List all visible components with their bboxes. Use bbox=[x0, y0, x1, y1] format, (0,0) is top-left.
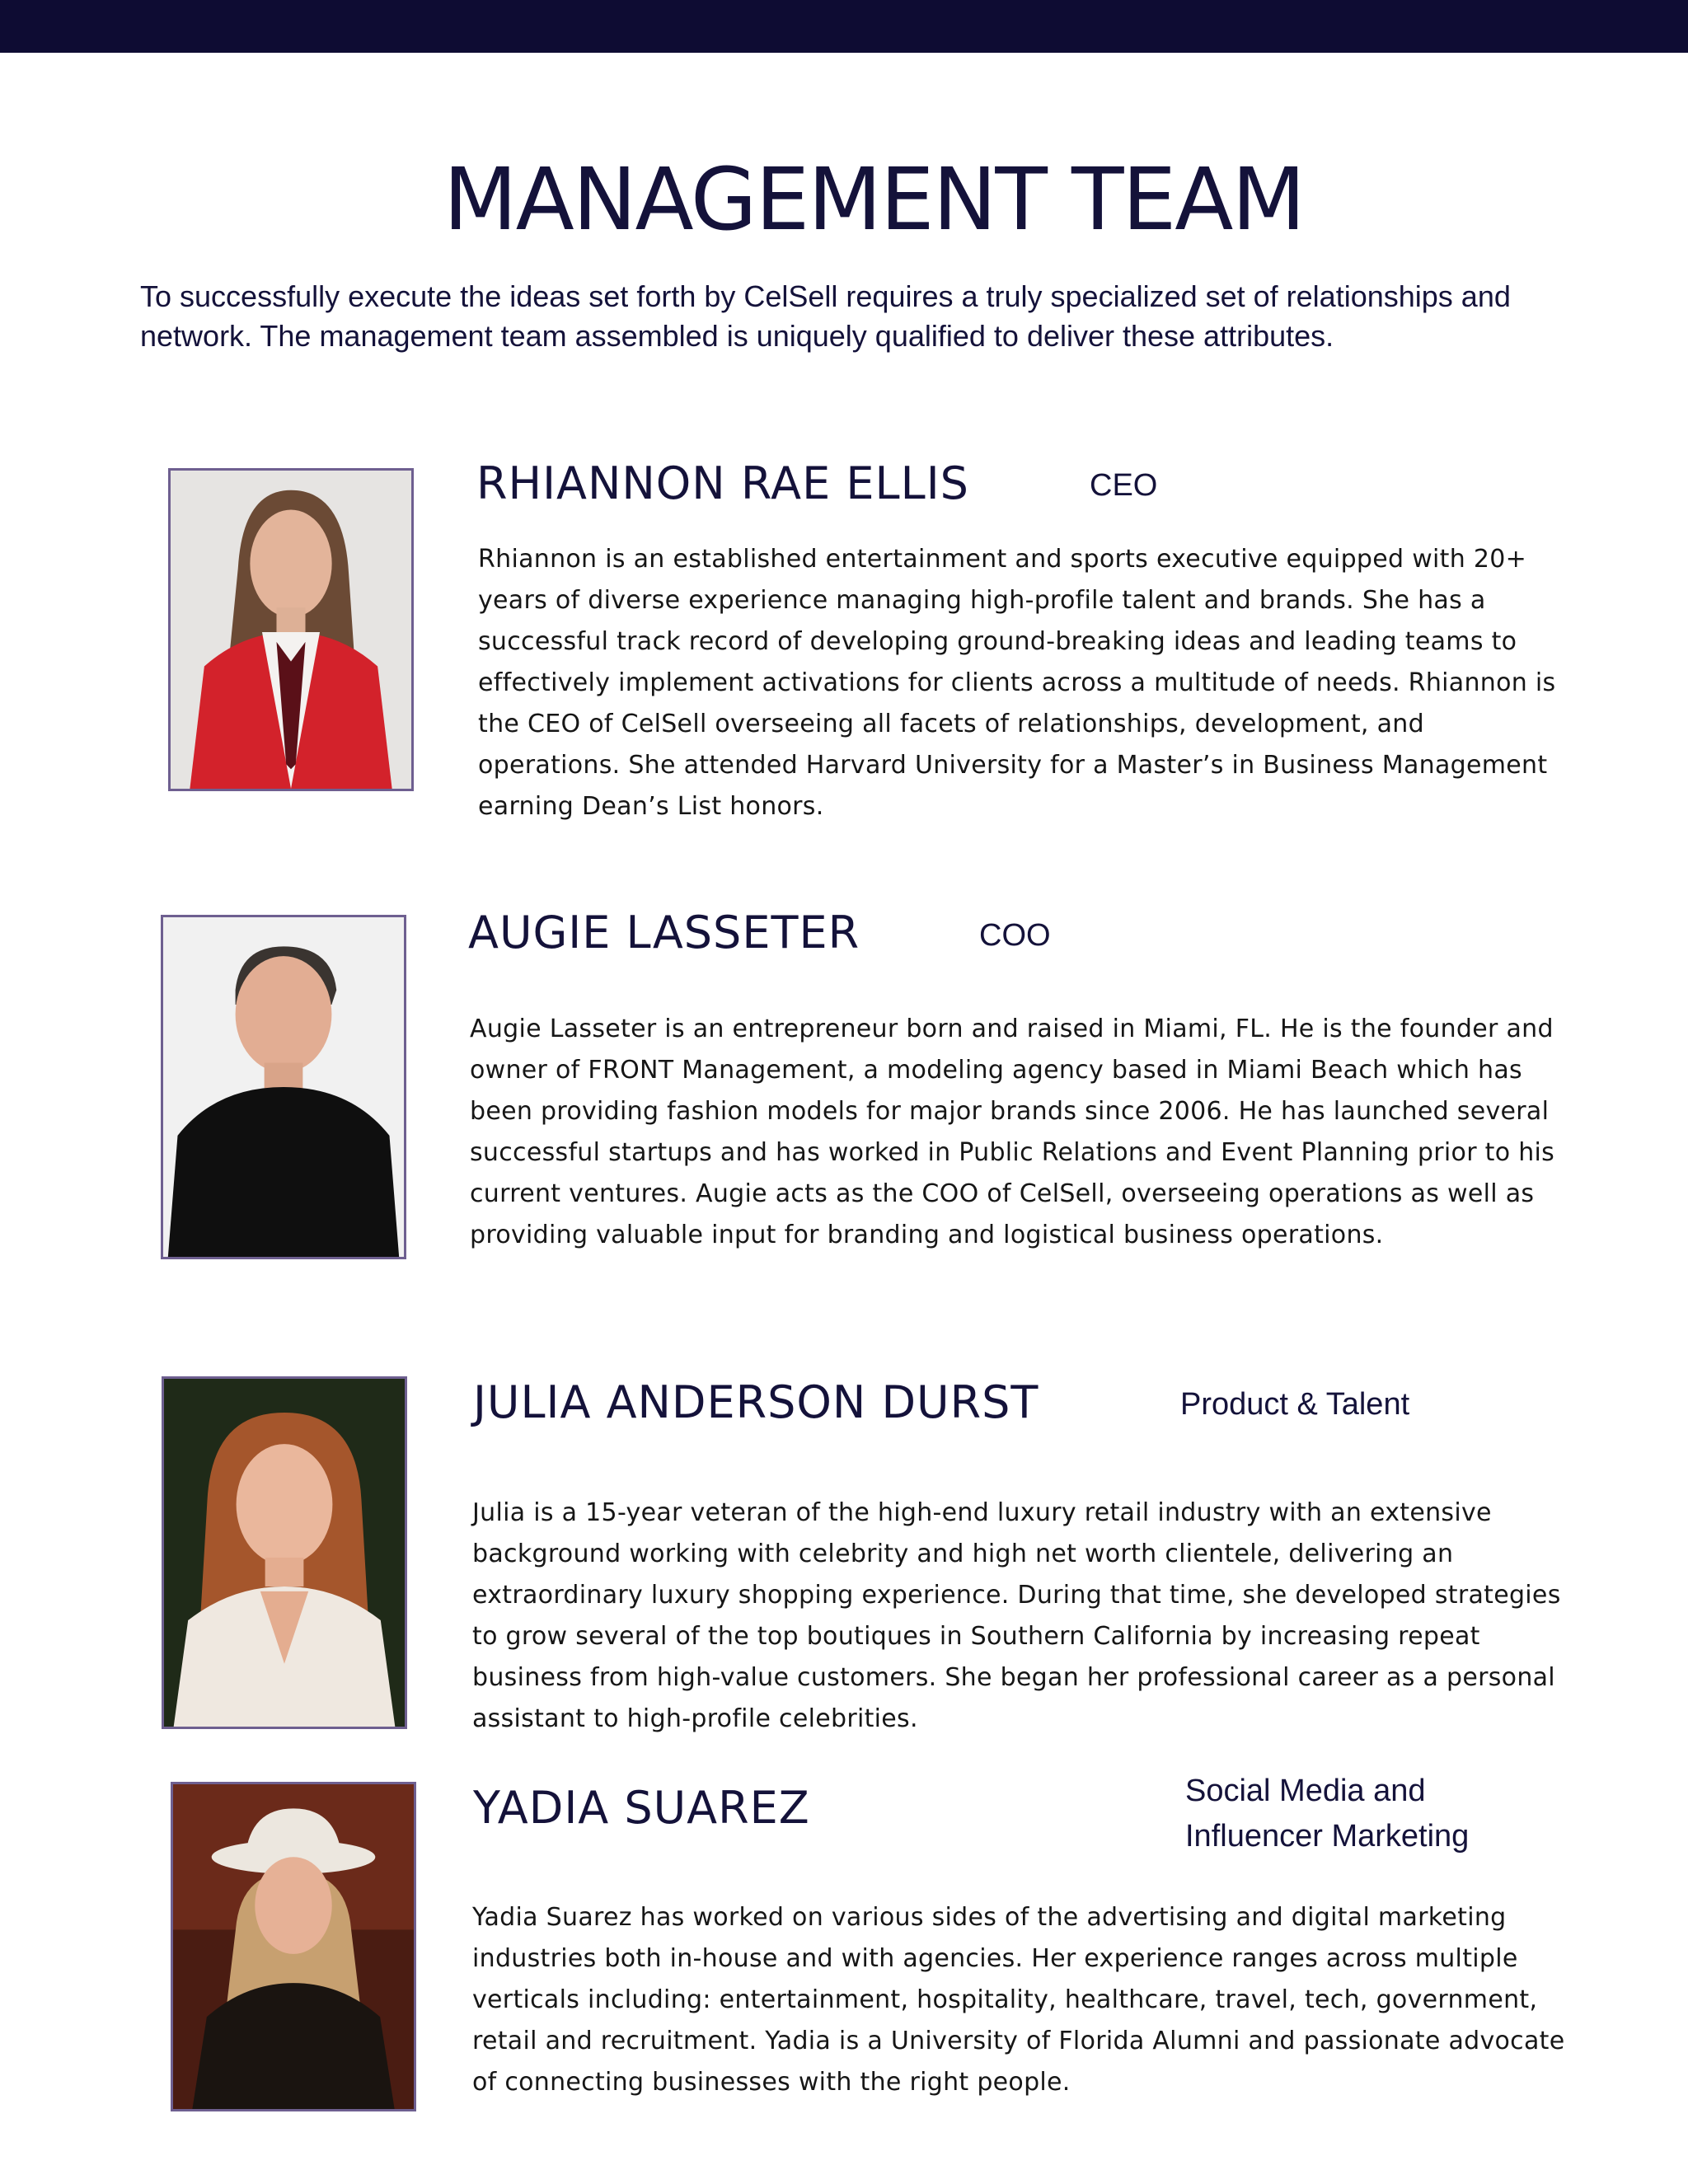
member-photo bbox=[161, 915, 406, 1259]
portrait-image bbox=[173, 1784, 414, 2109]
intro-paragraph: To successfully execute the ideas set forth by CelSell requires a truly specialized set of relationships and network. The management team assembled is uniquely qualified to deliver these attributes. bbox=[140, 279, 1511, 353]
portrait-image bbox=[171, 471, 411, 789]
member-bio: Rhiannon is an established entertainment and sports executive equipped with 20+ years of diverse experience managing high-profile talent and brands. She has a successful track record of developing ground-breaking ideas and leading teams to effectively implement activations for clients across a multitude of needs. Rhiannon is the CEO of CelSell overseeing all facets of relationships, development, and operations. She attended Harvard University for a Master’s in Business Management earning Dean’s List honors. bbox=[478, 545, 1556, 821]
top-banner-bar bbox=[0, 0, 1688, 53]
member-name: YADIA SUAREZ bbox=[473, 1782, 810, 1834]
page-title: MANAGEMENT TEAM bbox=[443, 149, 1305, 250]
portrait-image bbox=[163, 917, 404, 1257]
member-bio: Yadia Suarez has worked on various sides of the advertising and digital marketing industries both in-house and with agencies. Her experience ranges across multiple verticals including: entertainment, hospitality, healthcare, travel, tech, government, retail and recruitment. Yadia is a University of Florida Alumni and passionate advocate of connecting businesses with the right people. bbox=[472, 1903, 1565, 2097]
member-photo bbox=[168, 468, 414, 791]
member-bio: Augie Lasseter is an entrepreneur born and raised in Miami, FL. He is the founder and owner of FRONT Management, a modeling agency based in Miami Beach which has been providing fashion models for major brands since 2006. He has launched several successful startups and has worked in Public Relations and Event Planning prior to his current ventures. Augie acts as the COO of CelSell, overseeing operations as well as providing valuable input for branding and logistical business operations. bbox=[470, 1015, 1555, 1249]
portrait-image bbox=[164, 1379, 405, 1727]
member-role: Product & Talent bbox=[1180, 1387, 1410, 1422]
member-role: COO bbox=[979, 918, 1051, 953]
member-photo bbox=[162, 1376, 407, 1729]
member-role: CEO bbox=[1090, 468, 1158, 503]
member-role-line-1: Social Media and bbox=[1185, 1774, 1426, 1808]
member-role-line-2: Influencer Marketing bbox=[1185, 1819, 1470, 1854]
member-name: AUGIE LASSETER bbox=[468, 907, 860, 958]
member-name: JULIA ANDERSON DURST bbox=[473, 1376, 1039, 1428]
member-name: RHIANNON RAE ELLIS bbox=[476, 457, 969, 509]
member-bio: Julia is a 15-year veteran of the high-end luxury retail industry with an extensive background working with celebrity and high net worth clientele, delivering an extraordinary luxury shopping experience. During that time, she developed strategies to grow several of the top boutiques in Southern California by increasing repeat business from high-value customers. She began her professional career as a personal assistant to high-profile celebrities. bbox=[472, 1498, 1561, 1733]
member-photo bbox=[171, 1782, 416, 2111]
